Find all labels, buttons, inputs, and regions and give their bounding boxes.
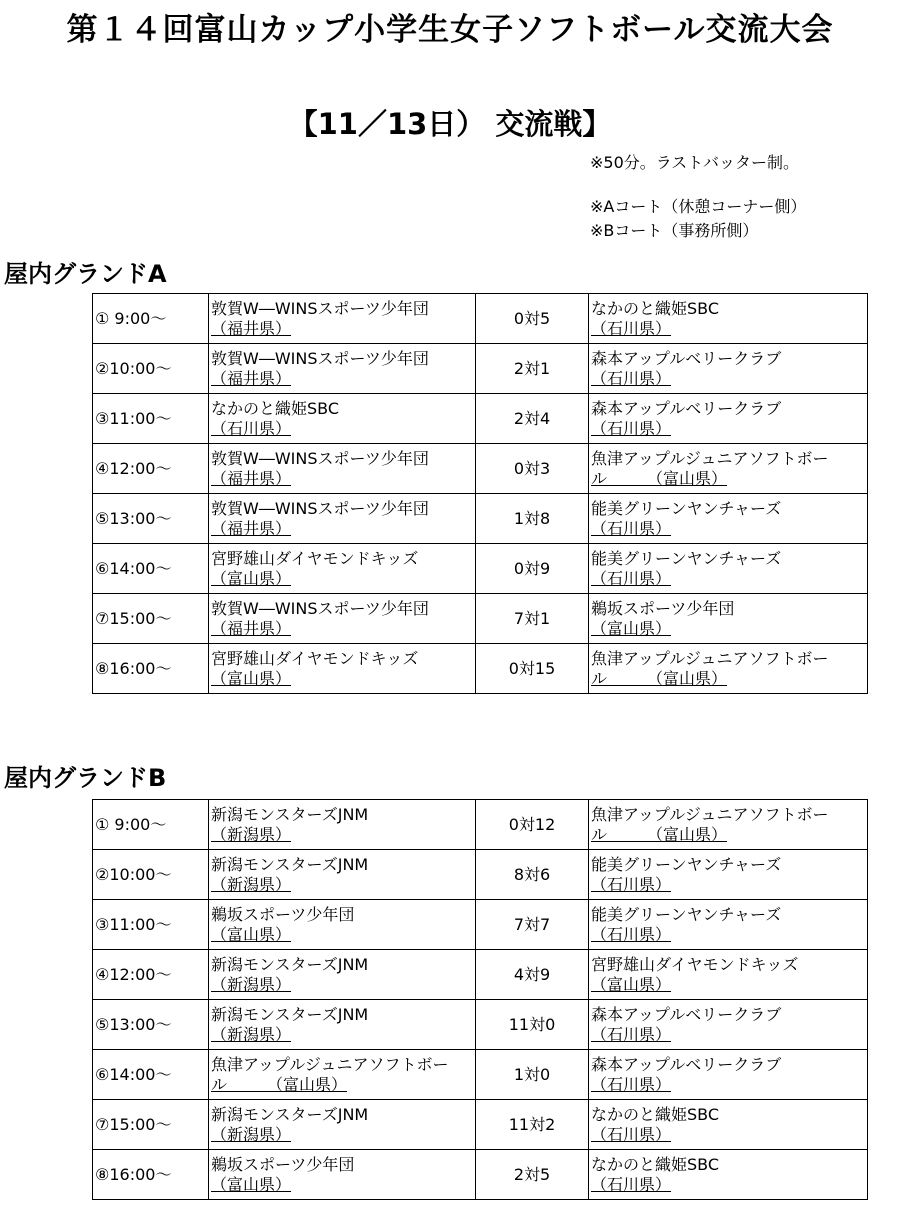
away-team-cell — [589, 594, 868, 644]
match-time: ⑥14:00～ — [93, 1050, 209, 1100]
match-score: 11対0 — [476, 1000, 589, 1050]
home-team-cell — [209, 594, 476, 644]
away-team-name: 魚津アップルジュニアソフトボー — [591, 448, 829, 468]
section-heading-ground-b: 屋内グランドB — [4, 764, 167, 792]
match-time: ① 9:00～ — [93, 294, 209, 344]
home-team-prefecture: （石川県） — [211, 418, 292, 438]
away-team-cell — [589, 344, 868, 394]
home-team-cell — [209, 950, 476, 1000]
home-team-name: 新潟モンスターズJNM — [211, 1004, 369, 1024]
match-row — [93, 800, 868, 850]
match-time: ④12:00～ — [93, 950, 209, 1000]
away-team-cell — [589, 1100, 868, 1150]
match-score: 0対3 — [476, 444, 589, 494]
away-team-prefecture: （石川県） — [591, 1124, 672, 1144]
match-time: ⑦15:00～ — [93, 594, 209, 644]
match-row — [93, 850, 868, 900]
match-score: 11対2 — [476, 1100, 589, 1150]
note-rules: ※50分。ラストバッター制。 — [590, 153, 799, 172]
match-row — [93, 344, 868, 394]
match-score: 0対5 — [476, 294, 589, 344]
away-team-cell — [589, 394, 868, 444]
away-team-prefecture: （石川県） — [591, 418, 672, 438]
note-court-b: ※Bコート（事務所側） — [590, 221, 759, 240]
away-team-prefecture: （石川県） — [591, 1074, 672, 1094]
away-team-name: なかのと織姫SBC — [591, 1104, 720, 1124]
away-team-name: 能美グリーンヤンチャーズ — [591, 854, 782, 874]
away-team-name: 森本アップルベリークラブ — [591, 1054, 782, 1074]
home-team-cell — [209, 1050, 476, 1100]
away-team-cell — [589, 950, 868, 1000]
home-team-name: 新潟モンスターズJNM — [211, 1104, 369, 1124]
home-team-prefecture: （福井県） — [211, 468, 292, 488]
away-team-name: なかのと織姫SBC — [591, 1154, 720, 1174]
away-team-cell — [589, 900, 868, 950]
home-team-name: 宮野雄山ダイヤモンドキッズ — [211, 648, 419, 668]
home-team-name: 敦賀W―WINSスポーツ少年団 — [211, 598, 429, 618]
away-team-name: 森本アップルベリークラブ — [591, 398, 782, 418]
home-team-name: 新潟モンスターズJNM — [211, 804, 369, 824]
match-score: 2対4 — [476, 394, 589, 444]
home-team-prefecture: ル （富山県） — [211, 1074, 348, 1094]
away-team-prefecture: ル （富山県） — [591, 668, 728, 688]
away-team-cell — [589, 644, 868, 694]
away-team-name: 能美グリーンヤンチャーズ — [591, 498, 782, 518]
away-team-name: 森本アップルベリークラブ — [591, 348, 782, 368]
away-team-cell — [589, 294, 868, 344]
match-row — [93, 950, 868, 1000]
away-team-prefecture: （石川県） — [591, 368, 672, 388]
away-team-cell — [589, 1000, 868, 1050]
home-team-name: なかのと織姫SBC — [211, 398, 340, 418]
away-team-name: なかのと織姫SBC — [591, 298, 720, 318]
match-score: 7対1 — [476, 594, 589, 644]
away-team-name: 鵜坂スポーツ少年団 — [591, 598, 735, 618]
home-team-name: 鵜坂スポーツ少年団 — [211, 1154, 355, 1174]
away-team-name: 魚津アップルジュニアソフトボー — [591, 804, 829, 824]
home-team-name: 魚津アップルジュニアソフトボー — [211, 1054, 449, 1074]
home-team-prefecture: （新潟県） — [211, 1124, 292, 1144]
home-team-name: 敦賀W―WINSスポーツ少年団 — [211, 498, 429, 518]
away-team-prefecture: （石川県） — [591, 1174, 672, 1194]
home-team-prefecture: （福井県） — [211, 618, 292, 638]
match-row — [93, 444, 868, 494]
away-team-prefecture: （石川県） — [591, 568, 672, 588]
away-team-cell — [589, 544, 868, 594]
match-time: ⑧16:00～ — [93, 644, 209, 694]
home-team-prefecture: （新潟県） — [211, 974, 292, 994]
match-score: 1対8 — [476, 494, 589, 544]
home-team-cell — [209, 1100, 476, 1150]
match-time: ⑤13:00～ — [93, 1000, 209, 1050]
match-score: 1対0 — [476, 1050, 589, 1100]
match-time: ⑧16:00～ — [93, 1150, 209, 1200]
home-team-name: 敦賀W―WINSスポーツ少年団 — [211, 348, 429, 368]
match-time: ① 9:00～ — [93, 800, 209, 850]
home-team-name: 鵜坂スポーツ少年団 — [211, 904, 355, 924]
schedule-table-ground-a — [92, 293, 868, 694]
match-score: 0対9 — [476, 544, 589, 594]
match-score: 4対9 — [476, 950, 589, 1000]
match-row — [93, 900, 868, 950]
home-team-cell — [209, 544, 476, 594]
home-team-cell — [209, 344, 476, 394]
home-team-cell — [209, 850, 476, 900]
match-score: 7対7 — [476, 900, 589, 950]
match-score: 2対5 — [476, 1150, 589, 1200]
away-team-cell — [589, 800, 868, 850]
note-court-a: ※Aコート（休憩コーナー側） — [590, 197, 807, 216]
match-row — [93, 494, 868, 544]
match-row — [93, 1000, 868, 1050]
home-team-cell — [209, 800, 476, 850]
match-time: ④12:00～ — [93, 444, 209, 494]
away-team-cell — [589, 1150, 868, 1200]
document-subtitle: 【11／13日） 交流戦】 — [288, 107, 612, 141]
away-team-name: 魚津アップルジュニアソフトボー — [591, 648, 829, 668]
match-row — [93, 1100, 868, 1150]
match-time: ⑦15:00～ — [93, 1100, 209, 1150]
away-team-prefecture: （石川県） — [591, 518, 672, 538]
away-team-name: 能美グリーンヤンチャーズ — [591, 548, 782, 568]
match-time: ⑥14:00～ — [93, 544, 209, 594]
match-row — [93, 1050, 868, 1100]
home-team-name: 宮野雄山ダイヤモンドキッズ — [211, 548, 419, 568]
away-team-name: 森本アップルベリークラブ — [591, 1004, 782, 1024]
away-team-cell — [589, 1050, 868, 1100]
away-team-cell — [589, 444, 868, 494]
match-time: ⑤13:00～ — [93, 494, 209, 544]
home-team-prefecture: （富山県） — [211, 924, 292, 944]
home-team-cell — [209, 394, 476, 444]
section-heading-ground-a: 屋内グランドA — [4, 260, 167, 288]
away-team-cell — [589, 850, 868, 900]
match-row — [93, 294, 868, 344]
home-team-prefecture: （富山県） — [211, 568, 292, 588]
home-team-cell — [209, 644, 476, 694]
match-row — [93, 394, 868, 444]
away-team-prefecture: （富山県） — [591, 618, 672, 638]
away-team-prefecture: （石川県） — [591, 874, 672, 894]
away-team-name: 宮野雄山ダイヤモンドキッズ — [591, 954, 799, 974]
match-row — [93, 644, 868, 694]
home-team-cell — [209, 444, 476, 494]
match-time: ②10:00～ — [93, 344, 209, 394]
away-team-name: 能美グリーンヤンチャーズ — [591, 904, 782, 924]
home-team-cell — [209, 1000, 476, 1050]
home-team-prefecture: （新潟県） — [211, 824, 292, 844]
match-row — [93, 544, 868, 594]
home-team-name: 敦賀W―WINSスポーツ少年団 — [211, 298, 429, 318]
match-score: 0対15 — [476, 644, 589, 694]
away-team-prefecture: ル （富山県） — [591, 468, 728, 488]
away-team-prefecture: （石川県） — [591, 924, 672, 944]
match-time: ②10:00～ — [93, 850, 209, 900]
home-team-name: 新潟モンスターズJNM — [211, 854, 369, 874]
match-score: 8対6 — [476, 850, 589, 900]
home-team-cell — [209, 900, 476, 950]
away-team-prefecture: （石川県） — [591, 318, 672, 338]
schedule-table-ground-b — [92, 799, 868, 1200]
home-team-prefecture: （新潟県） — [211, 1024, 292, 1044]
home-team-cell — [209, 494, 476, 544]
match-row — [93, 594, 868, 644]
home-team-prefecture: （福井県） — [211, 518, 292, 538]
home-team-name: 新潟モンスターズJNM — [211, 954, 369, 974]
home-team-prefecture: （富山県） — [211, 1174, 292, 1194]
home-team-cell — [209, 1150, 476, 1200]
home-team-cell — [209, 294, 476, 344]
home-team-name: 敦賀W―WINSスポーツ少年団 — [211, 448, 429, 468]
away-team-prefecture: ル （富山県） — [591, 824, 728, 844]
away-team-prefecture: （石川県） — [591, 1024, 672, 1044]
document-title: 第１４回富山カップ小学生女子ソフトボール交流大会 — [66, 12, 834, 48]
match-score: 0対12 — [476, 800, 589, 850]
home-team-prefecture: （富山県） — [211, 668, 292, 688]
match-row — [93, 1150, 868, 1200]
away-team-prefecture: （富山県） — [591, 974, 672, 994]
home-team-prefecture: （福井県） — [211, 368, 292, 388]
home-team-prefecture: （新潟県） — [211, 874, 292, 894]
match-score: 2対1 — [476, 344, 589, 394]
match-time: ③11:00～ — [93, 394, 209, 444]
away-team-cell — [589, 494, 868, 544]
match-time: ③11:00～ — [93, 900, 209, 950]
home-team-prefecture: （福井県） — [211, 318, 292, 338]
